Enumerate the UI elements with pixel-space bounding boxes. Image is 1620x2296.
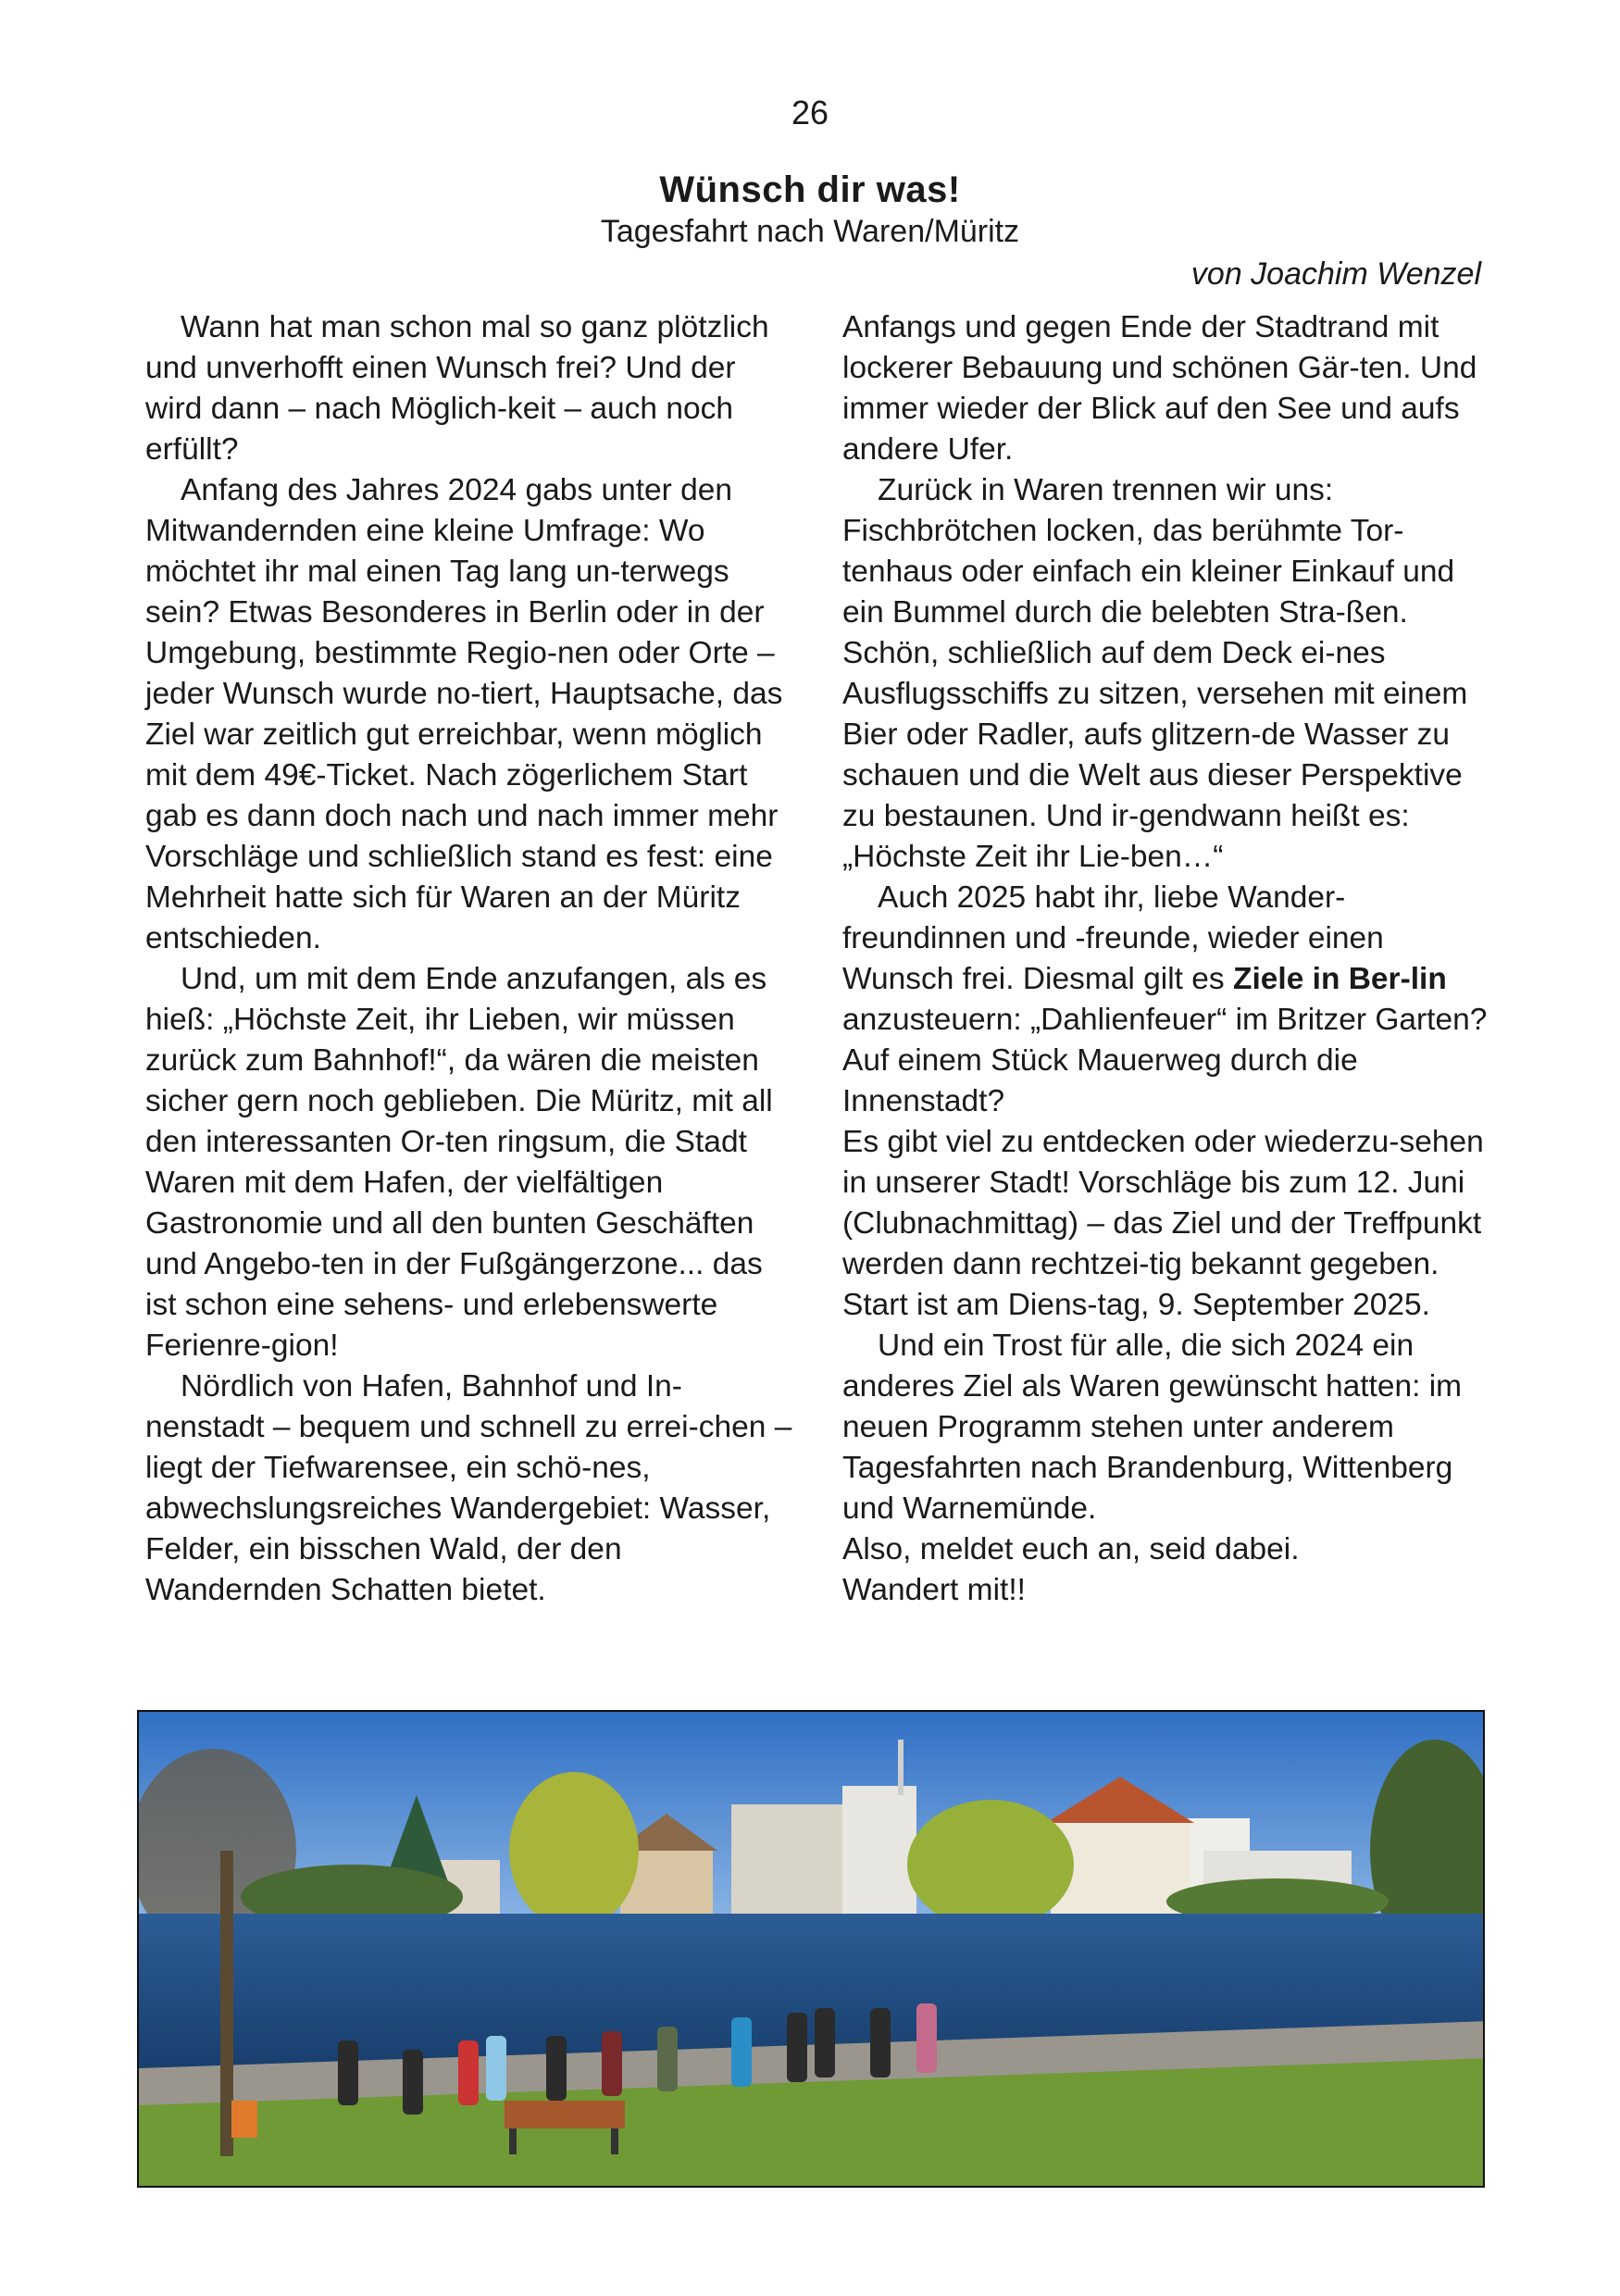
left-paragraph-1: Wann hat man schon mal so ganz plötzlich und unverhofft einen Wunsch frei? Und der wird dann – nach Möglich-keit – auch noch erfüllt? bbox=[145, 310, 769, 467]
left-column bbox=[145, 307, 799, 1611]
article-subtitle: Tagesfahrt nach Waren/Müritz bbox=[600, 214, 1020, 249]
right-paragraph-4: Es gibt viel zu entdecken oder wiederzu-sehen in unserer Stadt! Vorschläge bis zum 12. Juni (Clubnachmittag) – das Ziel und der Treffpunkt werden dann rechtzei-tig bekannt gegeben. Start ist am Diens-tag, 9. September 2025. bbox=[842, 1125, 1484, 1322]
page-number: 26 bbox=[791, 94, 829, 131]
right-paragraph-6: Also, meldet euch an, seid dabei. bbox=[842, 1532, 1300, 1566]
lake-group-photo bbox=[137, 1710, 1485, 2188]
right-paragraph-3 bbox=[842, 878, 1502, 1122]
left-paragraph-2: Anfang des Jahres 2024 gabs unter den Mitwandernden eine kleine Umfrage: Wo möchtet ihr mal einen Tag lang un-terwegs sein? Etwas Besonderes in Berlin oder in der Umgebung, bestimmte Regio-nen oder Orte – jeder Wunsch wurde no-tiert, Hauptsache, das Ziel war zeitlich gut erreichbar, wenn möglich mit dem 49€-Ticket. Nach zögerlichem Start gab es dann doch nach und nach immer mehr Vorschläge und schließlich stand es fest: eine Mehrheit hatte sich für Waren an der Müritz entschieden. bbox=[145, 473, 783, 955]
left-paragraph-3: Und, um mit dem Ende anzufangen, als es hieß: „Höchste Zeit, ihr Lieben, wir müssen zurück zum Bahnhof!“, da wären die meisten sicher gern noch geblieben. Die Müritz, mit all den interessanten Or-ten ringsum, die Stadt Waren mit dem Hafen, der vielfältigen Gastronomie und all den bunten Geschäften und Angebo-ten in der Fußgängerzone... das ist schon eine sehens- und erlebenswerte Ferienre-gion! bbox=[145, 962, 773, 1363]
right-paragraph-5: Und ein Trost für alle, die sich 2024 ein anderes Ziel als Waren gewünscht hatten: im neuen Programm stehen unter anderem Tagesfahrten nach Brandenburg, Wittenberg und Warnemünde. bbox=[842, 1329, 1463, 1526]
right-paragraph-3-end: anzusteuern: „Dahlienfeuer“ im Britzer Garten? Auf einem Stück Mauerweg durch die Innenstadt? bbox=[842, 1003, 1488, 1118]
right-paragraph-1: Anfangs und gegen Ende der Stadtrand mit lockerer Bebauung und schönen Gär-ten. Und immer wieder der Blick auf den See und aufs andere Ufer. bbox=[842, 310, 1477, 467]
right-column bbox=[842, 307, 1502, 1611]
photo-illustration bbox=[139, 1712, 1483, 2186]
article-title: Wünsch dir was! bbox=[659, 169, 961, 210]
left-paragraph-4: Nördlich von Hafen, Bahnhof und In-nenstadt – bequem und schnell zu errei-chen – liegt der Tiefwarensee, ein schö-nes, abwechslungsreiches Wandergebiet: Wasser, Felder, ein bisschen Wald, der den Wandernden Schatten bietet. bbox=[145, 1369, 792, 1607]
tree-trunk bbox=[220, 1851, 233, 2156]
article-author: von Joachim Wenzel bbox=[1190, 256, 1481, 292]
right-paragraph-7: Wandert mit!! bbox=[842, 1573, 1026, 1607]
right-paragraph-3-start: Auch 2025 habt ihr, liebe Wander-freundinnen und -freunde, wieder einen Wunsch frei. Diesmal gilt es bbox=[842, 880, 1384, 996]
right-paragraph-2: Zurück in Waren trennen wir uns: Fischbrötchen locken, das berühmte Tor-tenhaus oder einfach ein kleiner Einkauf und ein Bummel durch die belebten Stra-ßen. Schön, schließlich auf dem Deck ei-nes Ausflugsschiffs zu sitzen, versehen mit einem Bier oder Radler, aufs glitzern-de Wasser zu schauen und die Welt aus dieser Perspektive zu bestaunen. Und ir-gendwann heißt es: „Höchste Zeit ihr Lie-ben…“ bbox=[842, 473, 1468, 874]
highlight-ziele-in-berlin: Ziele in Ber-lin bbox=[1233, 962, 1447, 996]
trash-bin bbox=[231, 2101, 257, 2138]
